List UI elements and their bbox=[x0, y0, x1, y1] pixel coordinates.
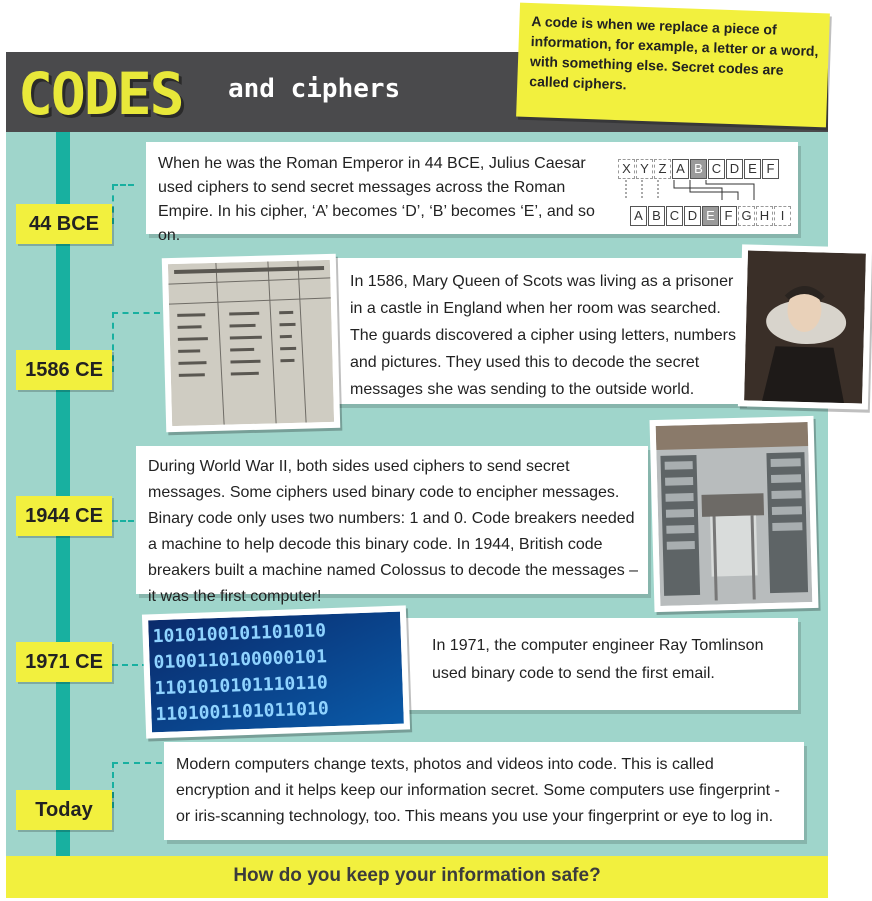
connector-44bce bbox=[112, 184, 134, 224]
colossus-machine-image bbox=[656, 422, 813, 606]
date-label-44bce: 44 BCE bbox=[16, 204, 112, 244]
event-card-1944ce bbox=[136, 446, 648, 605]
binary-row: 1101010101110110 bbox=[154, 672, 329, 700]
connector-1944ce bbox=[112, 520, 134, 522]
definition-text: A code is when we replace a piece of information, for example, a letter or a word, with something else. Secret codes are called ciphers. bbox=[529, 13, 819, 93]
title-main: CODES bbox=[18, 60, 183, 128]
cipher-letter: C bbox=[708, 159, 725, 179]
cipher-letter: G bbox=[738, 206, 755, 226]
event-card-1971ce bbox=[404, 618, 798, 710]
cipher-letter: A bbox=[672, 159, 689, 179]
binary-row: 0100110100000101 bbox=[153, 646, 328, 674]
mary-portrait-photo bbox=[738, 244, 872, 409]
binary-row: 1010100101101010 bbox=[152, 620, 327, 648]
portrait-image bbox=[744, 250, 866, 403]
cipher-letter: X bbox=[618, 159, 635, 179]
connector-1586ce bbox=[112, 312, 160, 372]
event-card-44bce bbox=[146, 142, 798, 244]
cipher-letter: E bbox=[702, 206, 719, 226]
event-text-today: Modern computers change texts, photos and videos into code. This is called encryption and it helps keep our information secret. Some computers use fingerprint - or iris-scanning technology, too. This means you use your fingerprint or eye to log in. bbox=[176, 756, 780, 825]
manuscript-photo bbox=[162, 254, 340, 432]
definition-box bbox=[516, 3, 830, 128]
date-label-1944ce: 1944 CE bbox=[16, 496, 112, 536]
cipher-letter: H bbox=[756, 206, 773, 226]
cipher-letter: I bbox=[774, 206, 791, 226]
date-label-1971ce: 1971 CE bbox=[16, 642, 112, 682]
event-text-1944ce: During World War II, both sides used ciphers to send secret messages. Some ciphers used binary code to encipher messages. Binary code only uses two numbers: 1 and 0. Code breakers needed a machine to help decode this binary code. In 1944, British code breakers built a machine named Colossus to decode the messages – it was the first computer! bbox=[148, 458, 639, 605]
cipher-letter: C bbox=[666, 206, 683, 226]
cipher-letter: F bbox=[720, 206, 737, 226]
cipher-letter: Y bbox=[636, 159, 653, 179]
question-text: How do you keep your information safe? bbox=[233, 865, 601, 886]
binary-photo bbox=[142, 605, 410, 738]
connector-today bbox=[112, 762, 162, 808]
title-sub: and ciphers bbox=[228, 74, 401, 104]
event-text-1586ce: In 1586, Mary Queen of Scots was living as a prisoner in a castle in England when her room was searched. The guards discovered a cipher using letters, numbers and pictures. They used this to decode the secret messages she was sending to the outside world. bbox=[350, 273, 736, 398]
cipher-top-row bbox=[618, 159, 780, 179]
binary-row: 1101001101011010 bbox=[155, 698, 330, 726]
event-text-44bce: When he was the Roman Emperor in 44 BCE, Julius Caesar used ciphers to send secret messages across the Roman Empire. In his cipher, ‘A’ becomes ‘D’, ‘B’ becomes ‘E’, and so on. bbox=[158, 155, 595, 244]
question-bar bbox=[6, 856, 828, 898]
colossus-photo bbox=[650, 416, 819, 612]
binary-code-image bbox=[148, 612, 404, 733]
cipher-letter: F bbox=[762, 159, 779, 179]
event-card-1586ce bbox=[332, 258, 744, 404]
cipher-letter: B bbox=[690, 159, 707, 179]
cipher-letter: D bbox=[684, 206, 701, 226]
connector-1971ce bbox=[112, 664, 148, 666]
cipher-letter: Z bbox=[654, 159, 671, 179]
cipher-arrows bbox=[618, 180, 768, 206]
event-card-today bbox=[164, 742, 804, 840]
date-label-1586ce: 1586 CE bbox=[16, 350, 112, 390]
cipher-letter: E bbox=[744, 159, 761, 179]
cipher-manuscript-image bbox=[168, 260, 334, 426]
date-label-today: Today bbox=[16, 790, 112, 830]
cipher-letter: B bbox=[648, 206, 665, 226]
cipher-letter: A bbox=[630, 206, 647, 226]
cipher-letter: D bbox=[726, 159, 743, 179]
cipher-bottom-row bbox=[630, 206, 792, 226]
event-text-1971ce: In 1971, the computer engineer Ray Tomlinson used binary code to send the first email. bbox=[432, 637, 764, 682]
